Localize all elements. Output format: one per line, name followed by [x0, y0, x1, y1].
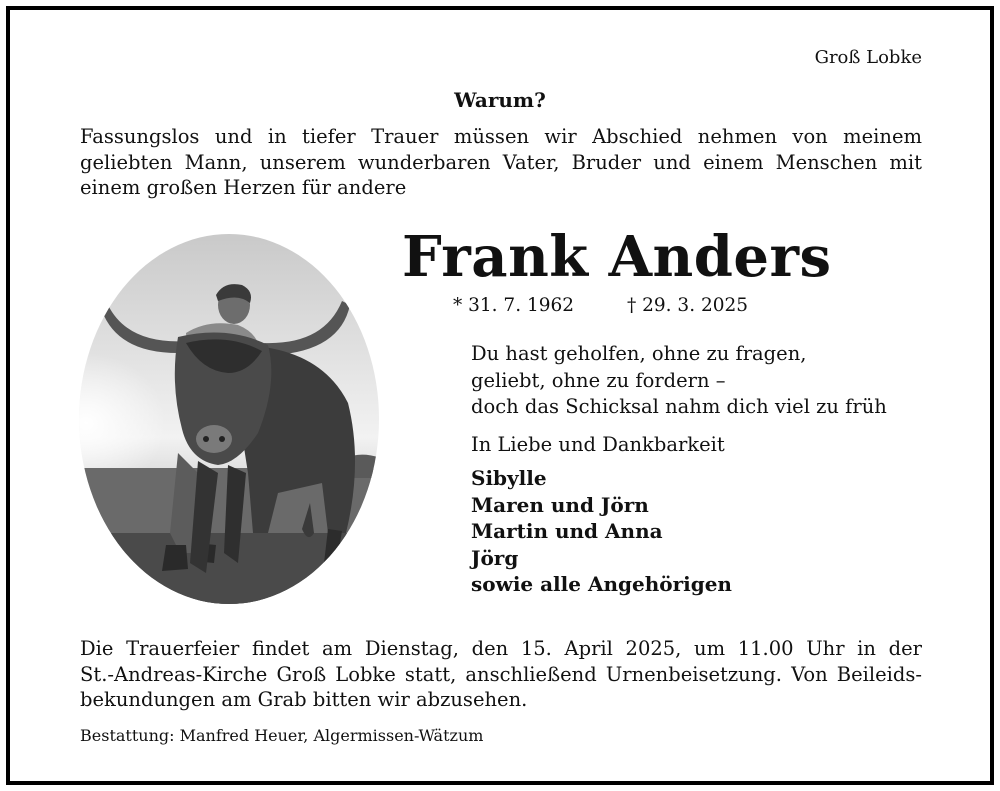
intro-paragraph: [80, 124, 922, 201]
family-member: Jörg: [471, 545, 519, 570]
undertaker-text: Bestattung: Manfred Heuer, Algermissen-Wätzum: [80, 726, 484, 745]
intro-line: einem großen Herzen für andere: [80, 176, 407, 199]
family-list: [471, 465, 732, 598]
dedication-text: In Liebe und Dankbarkeit: [471, 433, 725, 456]
family-member: Sibylle: [471, 466, 547, 490]
family-member: sowie alle Angehörigen: [471, 572, 732, 596]
verse-line: Du hast geholfen, ohne zu fragen,: [471, 342, 807, 365]
service-line: Die Trauerfeier findet am Dienstag, den 15. April 2025, um 11.00 Uhr in der: [80, 637, 922, 660]
verse-line: doch das Schicksal nahm dich viel zu früh: [471, 395, 887, 418]
death-date: † 29. 3. 2025: [627, 295, 749, 316]
location-text: Groß Lobke: [814, 47, 922, 68]
service-line: bekundungen am Grab bitten wir abzusehen.: [80, 688, 528, 711]
funeral-service-paragraph: [80, 636, 922, 713]
verse-line: geliebt, ohne zu fordern –: [471, 368, 726, 392]
memorial-verse: [471, 341, 887, 421]
family-member: Maren und Jörn: [471, 492, 649, 517]
service-line: St.-Andreas-Kirche Groß Lobke statt, anschließend Urnenbeisetzung. Von Beileids-: [80, 662, 922, 686]
intro-line: Fassungslos und in tiefer Trauer müssen wir Abschied nehmen von meinem: [80, 125, 922, 148]
deceased-name: Frank Anders: [402, 224, 832, 290]
heading: Warum?: [454, 88, 546, 112]
birth-date: * 31. 7. 1962: [453, 295, 575, 316]
family-member: Martin und Anna: [471, 519, 663, 543]
intro-line: geliebten Mann, unserem wunderbaren Vater, Bruder und einem Menschen mit: [80, 150, 922, 174]
portrait-photo: [78, 233, 380, 605]
